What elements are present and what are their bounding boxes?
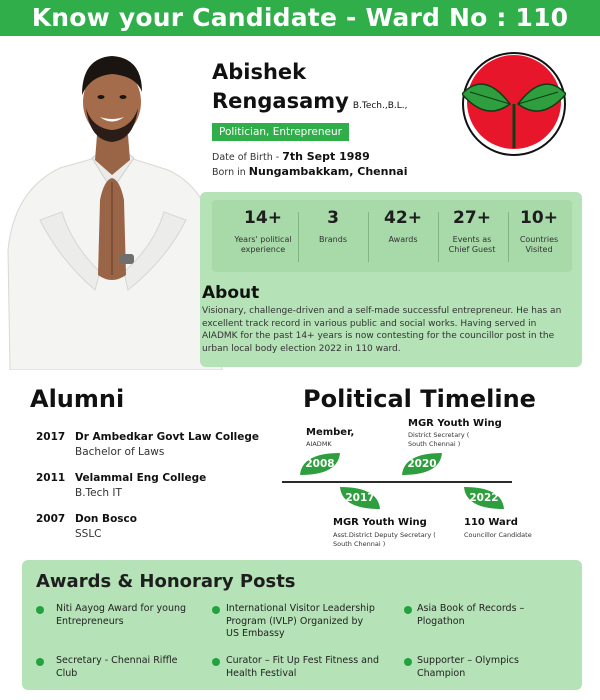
about-heading: About	[202, 283, 260, 303]
stat-awards	[368, 208, 438, 245]
party-logo-icon	[462, 52, 566, 156]
award-item: Supporter – Olympics Champion	[417, 655, 519, 679]
alumni-degree: Bachelor of Laws	[75, 446, 165, 458]
alumni-degree: SSLC	[75, 528, 102, 540]
stat-value: 10+	[520, 208, 558, 228]
stat-countries	[504, 208, 574, 255]
timeline-subtitle: District Secretary ( South Chennai )	[408, 431, 470, 448]
bullet-icon	[404, 658, 412, 666]
alumni-degree: B.Tech IT	[75, 487, 122, 499]
timeline-year: 2008	[305, 458, 335, 470]
alumni-year: 2017	[36, 431, 66, 443]
stat-value: 3	[327, 208, 339, 228]
award-item: International Visitor Leadership Program (IVLP) Organized by US Embassy	[226, 603, 375, 639]
dob-value: 7th Sept 1989	[282, 150, 370, 163]
alumni-year: 2011	[36, 472, 66, 484]
bullet-icon	[212, 606, 220, 614]
born-value: Nungambakkam, Chennai	[248, 165, 408, 178]
alumni-institution: Dr Ambedkar Govt Law College	[75, 431, 260, 443]
stat-label: Years' political experience	[234, 235, 292, 254]
timeline-year: 2020	[407, 458, 437, 470]
stat-events	[437, 208, 507, 255]
bullet-icon	[36, 658, 44, 666]
timeline-subtitle: Councillor Candidate	[464, 531, 532, 539]
stat-value: 14+	[244, 208, 282, 228]
stat-label: Events as Chief Guest	[448, 235, 496, 254]
bullet-icon	[36, 606, 44, 614]
page-header: Know your Candidate - Ward No : 110	[0, 0, 600, 36]
stat-brands	[298, 208, 368, 245]
candidate-first-name: Abishek	[212, 60, 307, 84]
timeline-year: 2022	[469, 492, 499, 504]
award-item: Secretary - Chennai Riffle Club	[56, 655, 178, 679]
stat-label: Brands	[319, 235, 347, 244]
candidate-last-name: Rengasamy	[212, 89, 349, 113]
timeline-axis	[282, 481, 512, 483]
timeline-title: MGR Youth Wing	[333, 517, 427, 528]
candidate-name	[212, 58, 408, 121]
alumni-heading: Alumni	[30, 385, 125, 413]
alumni-year: 2007	[36, 513, 66, 525]
date-of-birth	[212, 150, 370, 163]
stat-value: 27+	[453, 208, 491, 228]
role-badge: Politician, Entrepreneur	[212, 123, 349, 141]
timeline-title: 110 Ward	[464, 517, 518, 528]
stat-value: 42+	[384, 208, 422, 228]
timeline-heading: Political Timeline	[303, 385, 536, 413]
timeline-title: Member,	[306, 427, 355, 438]
timeline-year: 2017	[345, 492, 375, 504]
bullet-icon	[404, 606, 412, 614]
stat-label: Countries Visited	[519, 235, 559, 254]
birthplace	[212, 165, 407, 178]
alumni-institution: Don Bosco	[75, 513, 137, 525]
candidate-last-name-line	[212, 87, 408, 121]
alumni-institution: Velammal Eng College	[75, 472, 207, 484]
awards-heading: Awards & Honorary Posts	[36, 571, 296, 592]
timeline-subtitle: Asst.District Deputy Secretary ( South Chennai )	[333, 531, 436, 548]
award-item: Curator – Fit Up Fest Fitness and Health Festival	[226, 655, 380, 679]
stat-label: Awards	[388, 235, 418, 244]
dob-label: Date of Birth -	[212, 152, 283, 163]
bullet-icon	[212, 658, 220, 666]
about-text: Visionary, challenge-driven and a self-made successful entrepreneur. He has an excellent track record in various public and social works. Having served in AIADMK for the past 14+ years is now contesting for the councillor post in the urban local body election 2022 in 110 ward.	[202, 306, 562, 354]
award-item: Asia Book of Records – Plogathon	[417, 603, 525, 627]
candidate-photo	[0, 40, 225, 370]
born-label: Born in	[212, 167, 249, 178]
candidate-degree: B.Tech.,B.L.,	[352, 101, 408, 111]
timeline-title: MGR Youth Wing	[408, 418, 502, 429]
stat-experience	[228, 208, 298, 255]
award-item: Niti Aayog Award for young Entrepreneurs	[56, 603, 187, 627]
timeline-subtitle: AIADMK	[306, 440, 332, 448]
